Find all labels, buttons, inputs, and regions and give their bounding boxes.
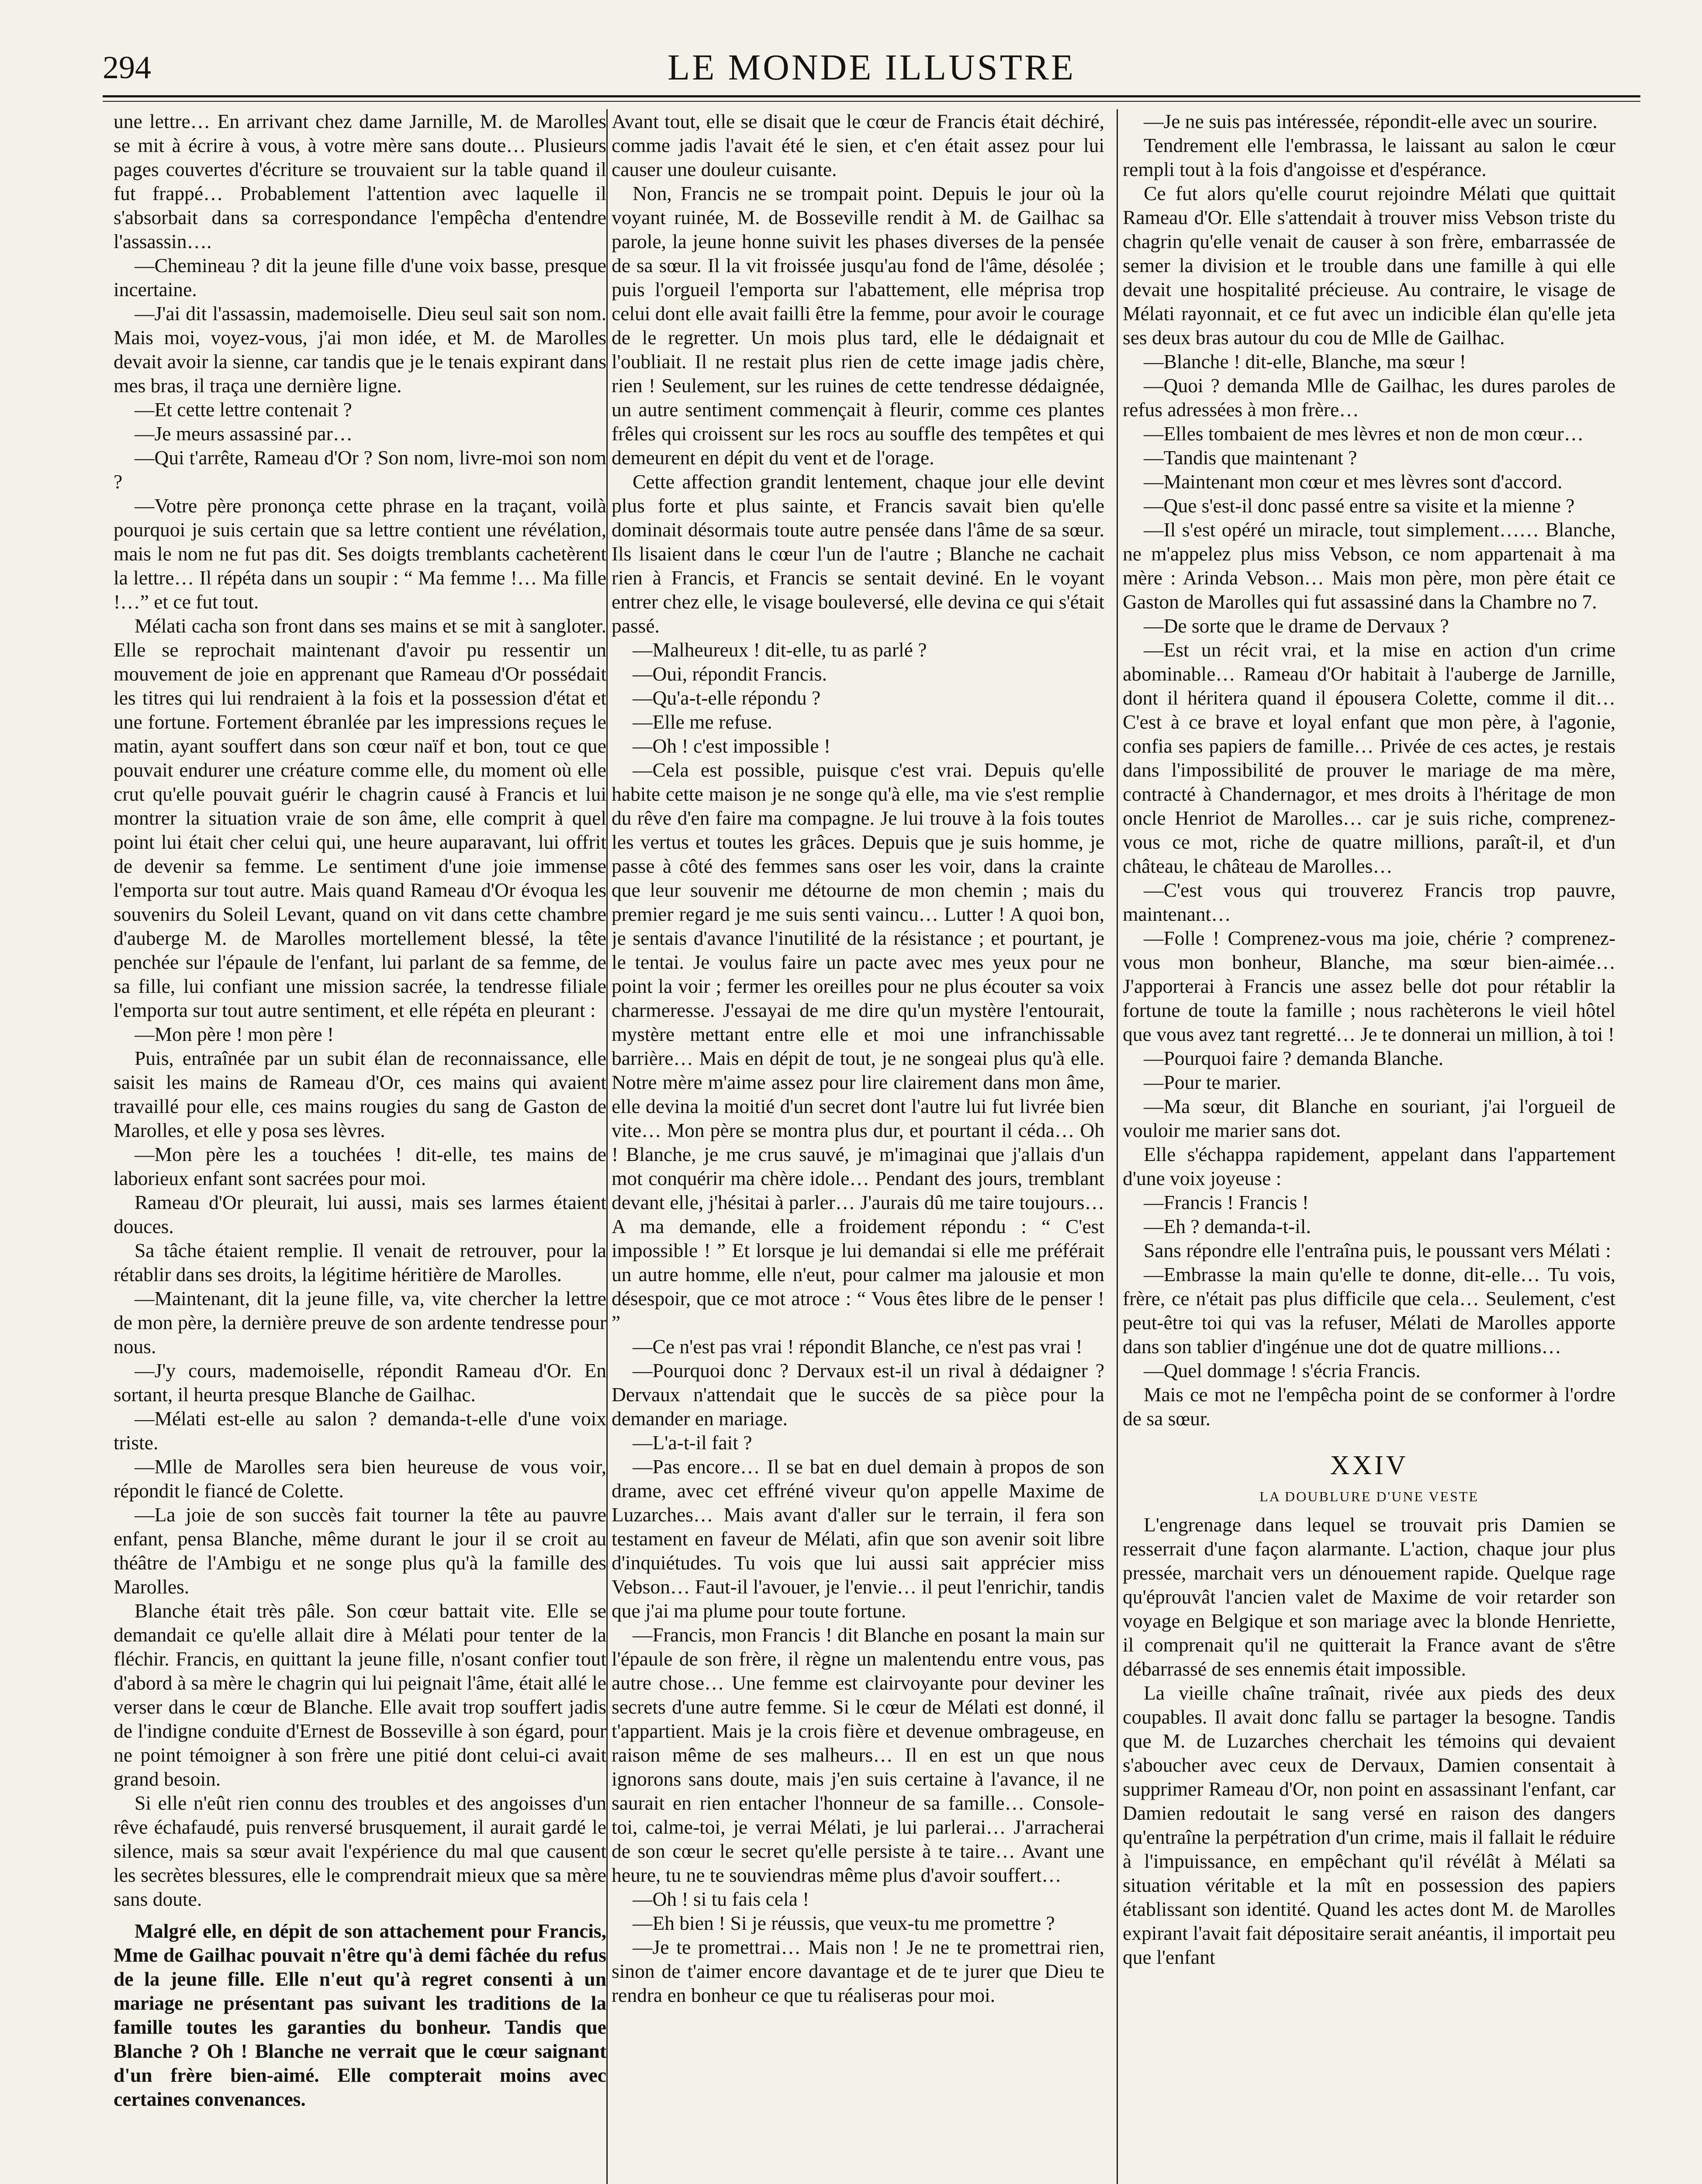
paragraph: —Blanche ! dit-elle, Blanche, ma sœur ! <box>1144 350 1466 373</box>
paragraph: —C'est vous qui trouverez Francis trop pauvre, maintenant… <box>1123 879 1616 925</box>
paragraph: —Mlle de Marolles sera bien heureuse de vous voir, répondit le fiancé de Colette. <box>114 1455 606 1502</box>
paragraph: —Et cette lettre contenait ? <box>135 398 352 421</box>
paragraph: —Elles tombaient de mes lèvres et non de mon cœur… <box>1144 422 1584 445</box>
paragraph: —La joie de son succès fait tourner la tête au pauvre enfant, pensa Blanche, même durant le jour il se croit au théâtre de l'Ambigu et ne songe plus qu'à la famille des Marolles. <box>114 1503 606 1598</box>
paragraph: —Pourquoi faire ? demanda Blanche. <box>1144 1047 1444 1069</box>
paragraph: —Qui t'arrête, Rameau d'Or ? Son nom, livre-moi son nom ? <box>114 446 606 493</box>
paragraph: —Qu'a-t-elle répondu ? <box>633 687 821 709</box>
paragraph: —Ma sœur, dit Blanche en souriant, j'ai l'orgueil de vouloir me marier sans dot. <box>1123 1095 1616 1141</box>
paragraph: —Francis, mon Francis ! dit Blanche en posant la main sur l'épaule de son frère, il règne un malentendu entre vous, pas autre chose… Une femme est clairvoyante pour deviner les secrets d'une autre femme. Si le cœur de Mélati est donné, il t'appartient. Mais je la crois fière et devenue ombrageuse, en raison même de ses malheurs… Il en est un que nous ignorons sans doute, mais j'en suis certaine à l'avance, il ne saurait en rien entacher l'honneur de sa famille… Console-toi, calme-toi, je verrai Mélati, je lui parlerai… J'arracherai de son cœur le secret qu'elle persiste à te taire… Avant une heure, tu ne te souviendras même plus d'avoir souffert… <box>612 1624 1104 1886</box>
paragraph: —Tandis que maintenant ? <box>1144 446 1357 469</box>
paragraph: —Malheureux ! dit-elle, tu as parlé ? <box>633 639 927 661</box>
paragraph: Puis, entraînée par un subit élan de reconnaissance, elle saisit les mains de Rameau d'Or, ces mains qui avaient travaillé pour elle, ces mains rougies du sang de Gaston de Marolles, et elle y posa ses lèvres. <box>114 1047 606 1141</box>
paragraph: —Chemineau ? dit la jeune fille d'une voix basse, presque incertaine. <box>114 254 606 301</box>
paragraph: —Ce n'est pas vrai ! répondit Blanche, ce n'est pas vrai ! <box>633 1335 1083 1358</box>
paragraph: —Je meurs assassiné par… <box>135 422 353 445</box>
paragraph: —L'a-t-il fait ? <box>633 1431 752 1454</box>
paragraph: —Oh ! si tu fais cela ! <box>633 1888 809 1910</box>
paragraph: Si elle n'eût rien connu des troubles et des angoisses d'un rêve échafaudé, puis renversé brusquement, il aurait gardé le silence, mais sa sœur avait l'expérience du mal que causent les secrètes blessures, elle le comprendrait mieux que sa mère sans doute. <box>114 1792 606 1910</box>
column-divider <box>1117 109 1118 2184</box>
paragraph: —Je ne suis pas intéressée, répondit-elle avec un sourire. <box>1144 110 1598 132</box>
paragraph: Avant tout, elle se disait que le cœur de Francis était déchiré, comme jadis l'avait été le sien, et c'en était assez pour lui causer une douleur cuisante. <box>612 110 1104 180</box>
paragraph: Non, Francis ne se trompait point. Depuis le jour où la voyant ruinée, M. de Bosseville rendit à M. de Gailhac sa parole, la jeune honne suivit les phases diverses de la pensée de sa sœur. Il la vit froissée jusqu'au fond de l'âme, désolée ; puis l'orgueil l'emporta sur l'abattement, elle méprisa trop celui dont elle avait failli être la femme, pour avoir le courage de le regretter. Un mois plus tard, elle le dédaignait et l'oubliait. Il ne restait plus rien de cette image jadis chère, rien ! Seulement, sur les ruines de cette tendresse dédaignée, un autre sentiment commençait à fleurir, comme ces plantes frêles qui croissent sur les rocs au souffle des tempêtes et qui demeurent en dépit du vent et de l'orage. <box>612 182 1104 469</box>
paragraph: —Oh ! c'est impossible ! <box>633 735 831 757</box>
paragraph: Rameau d'Or pleurait, lui aussi, mais ses larmes étaient douces. <box>114 1191 606 1237</box>
paragraph: —De sorte que le drame de Dervaux ? <box>1144 615 1449 637</box>
paragraph: —Quel dommage ! s'écria Francis. <box>1144 1359 1421 1382</box>
paragraph: —J'ai dit l'assassin, mademoiselle. Dieu seul sait son nom. Mais moi, voyez-vous, j'ai mon idée, et M. de Marolles devait avoir la sienne, car tandis que je le tenais expirant dans mes bras, il traça une dernière ligne. <box>114 302 606 397</box>
paragraph: —Elle me refuse. <box>633 711 772 733</box>
paragraph: —Maintenant, dit la jeune fille, va, vite chercher la lettre de mon père, la dernière preuve de son ardente tendresse pour nous. <box>114 1287 606 1358</box>
paragraph: —Embrasse la main qu'elle te donne, dit-elle… Tu vois, frère, ce n'était pas plus difficile que cela… Seulement, c'est peut-être toi qui vas la refuser, Mélati de Marolles apporte dans son tablier d'ingénue une dot de quatre millions… <box>1123 1263 1616 1358</box>
column-divider <box>606 109 608 2184</box>
paragraph: —J'y cours, mademoiselle, répondit Rameau d'Or. En sortant, il heurta presque Blanche de Gailhac. <box>114 1359 606 1406</box>
text-column-2 <box>612 109 1104 2184</box>
paragraph: Elle s'échappa rapidement, appelant dans l'appartement d'une voix joyeuse : <box>1123 1143 1616 1189</box>
paragraph: —Je te promettrai… Mais non ! Je ne te promettrai rien, sinon de t'aimer encore davantage et de te jurer que Dieu te rendra en bonheur ce que tu réaliseras pour moi. <box>612 1936 1104 2006</box>
paragraph: —Mélati est-elle au salon ? demanda-t-elle d'une voix triste. <box>114 1407 606 1454</box>
paragraph: —Cela est possible, puisque c'est vrai. Depuis qu'elle habite cette maison je ne songe qu'à elle, ma vie s'est remplie du rêve d'en faire ma compagne. Je lui trouve à la fois toutes les vertus et toutes les grâces. Depuis que je suis homme, je passe à côté des femmes sans oser les voir, dans la crainte que leur souvenir me détourne de mon chemin ; mais du premier regard je me suis senti vaincu… Lutter ! A quoi bon, je sentais d'avance l'inutilité de la résistance ; et pourtant, je le tentai. Je voulus faire un pacte avec mes yeux pour ne point la voir ; fermer les oreilles pour ne plus écouter sa voix charmeresse. J'essayai de me dire qu'un mystère l'entourait, mystère mettant entre elle et moi une infranchissable barrière… Mais en dépit de tout, je ne songeai plus qu'à elle. Notre mère m'aime assez pour lire clairement dans mon âme, elle devina la moitié d'un secret dont l'autre lui fut livrée bien vite… Mon père se montra plus dur, et pourtant il céda… Oh ! Blanche, je me crus sauvé, je m'imaginai que j'allais d'un mot conquérir ma chère idole… Pendant des jours, tremblant devant elle, j'hésitai à parler… J'aurais dû me taire toujours… A ma demande, elle a froidement répondu : “ C'est impossible ! ” Et lorsque je lui demandai si elle me préférait un autre homme, elle n'eut, pour calmer ma jalousie et mon désespoir, que ce mot atroce : “ Vous êtes libre de le penser ! ” <box>612 759 1104 1334</box>
paragraph: —Est un récit vrai, et la mise en action d'un crime abominable… Rameau d'Or habitait à l'auberge de Jarnille, dont il héritera quand il épousera Colette, comme il dit… C'est à ce brave et loyal enfant que mon père, à l'agonie, confia ses papiers de famille… Privée de ces actes, je restais dans l'impossibilité de prouver le mariage de ma mère, contracté à Chandernagor, et mes droits à l'héritage de mon oncle Henriot de Marolles… car je suis riche, comprenez-vous ce mot, riche de quatre millions, paraît-il, et d'un château, le château de Marolles… <box>1123 639 1616 877</box>
paragraph: Malgré elle, en dépit de son attachement pour Francis, Mme de Gailhac pouvait n'être qu'à demi fâchée du refus de la jeune fille. Elle n'eut qu'à regret consenti à un mariage ne présentant pas suivant les traditions de la famille toutes les garanties du bonheur. Tandis que Blanche ? Oh ! Blanche ne verrait que le cœur saignant d'un frère bien-aimé. Elle compterait moins avec certaines convenances. <box>114 1920 606 2110</box>
paragraph: Sans répondre elle l'entraîna puis, le poussant vers Mélati : <box>1144 1239 1611 1261</box>
chapter-title: LA DOUBLURE D'UNE VESTE <box>1259 1489 1479 1504</box>
chapter-number: XXIV <box>1330 1451 1408 1480</box>
journal-title: LE MONDE ILLUSTRE <box>667 47 1076 88</box>
paragraph: —Que s'est-il donc passé entre sa visite et la mienne ? <box>1144 494 1575 517</box>
paragraph: Tendrement elle l'embrassa, le laissant au salon le cœur rempli tout à la fois d'angoisse et d'espérance. <box>1123 134 1616 180</box>
header-rule-thick <box>103 95 1640 97</box>
paragraph: Cette affection grandit lentement, chaque jour elle devint plus forte et plus sainte, et Francis savait bien qu'elle dominait désormais toute autre pensée dans l'âme de sa sœur. Ils lisaient dans le cœur l'un de l'autre ; Blanche ne cachait rien à Francis, et Francis se sentait deviné. En le voyant entrer chez elle, le visage bouleversé, elle devina ce qui s'était passé. <box>612 470 1104 637</box>
paragraph: —Oui, répondit Francis. <box>633 663 827 685</box>
paragraph: —Francis ! Francis ! <box>1144 1191 1309 1213</box>
text-column-1 <box>114 109 606 2184</box>
paragraph: L'engrenage dans lequel se trouvait pris Damien se resserrait d'une façon alarmante. L'action, chaque jour plus pressée, marchait vers un dénouement rapide. Quelque rage qu'éprouvât l'ancien valet de Maxime de voir retarder son voyage en Belgique et son mariage avec la blonde Henriette, il comprenait qu'il ne quitterait la France avant de s'être débarrassé de ses ennemis était impossible. <box>1123 1514 1616 1680</box>
paragraph: Ce fut alors qu'elle courut rejoindre Mélati que quittait Rameau d'Or. Elle s'attendait à trouver miss Vebson triste du chagrin qu'elle venait de causer à son frère, embarrassée de semer la division et le trouble dans une famille à qui elle devait une hospitalité précieuse. Au contraire, le visage de Mélati rayonnait, et ce fut avec un indicible élan qu'elle jeta ses deux bras autour du cou de Mlle de Gailhac. <box>1123 182 1616 349</box>
page-header <box>103 44 1640 92</box>
paragraph: —Maintenant mon cœur et mes lèvres sont d'accord. <box>1144 470 1563 493</box>
paragraph: une lettre… En arrivant chez dame Jarnille, M. de Marolles se mit à écrire à vous, à votre mère sans doute… Plusieurs pages couvertes d'écriture se trouvaient sur la table quand il fut frappé… Probablement l'attention avec laquelle il s'absorbait dans sa correspondance l'empêcha d'entendre l'assassin…. <box>114 110 606 252</box>
paragraph: —Folle ! Comprenez-vous ma joie, chérie ? comprenez-vous mon bonheur, Blanche, ma sœur bien-aimée… J'apporterai à Francis une assez belle dot pour rétablir la fortune de toute la famille ; nous rachèterons le vieil hôtel que vous avez tant regretté… Je te donnerai un million, à toi ! <box>1123 927 1616 1045</box>
paragraph: —Mon père ! mon père ! <box>135 1023 334 1045</box>
paragraph: —Pourquoi donc ? Dervaux est-il un rival à dédaigner ? Dervaux n'attendait que le succès de sa pièce pour la demander en mariage. <box>612 1359 1104 1430</box>
paragraph: Mais ce mot ne l'empêcha point de se conformer à l'ordre de sa sœur. <box>1123 1383 1616 1430</box>
paragraph: —Eh ? demanda-t-il. <box>1144 1215 1311 1237</box>
paragraph: —Il s'est opéré un miracle, tout simplement…… Blanche, ne m'appelez plus miss Vebson, ce nom appartenait à ma mère : Arinda Vebson… Mais mon père, mon père était ce Gaston de Marolles qui fut assassiné dans la Chambre no 7. <box>1123 518 1616 613</box>
page-number: 294 <box>103 50 151 86</box>
paragraph: —Eh bien ! Si je réussis, que veux-tu me promettre ? <box>633 1912 1055 1934</box>
paragraph: —Votre père prononça cette phrase en la traçant, voilà pourquoi je suis certain que sa lettre contient une révélation, mais le nom ne fut pas dit. Ses doigts tremblants cachetèrent la lettre… Il répéta dans un soupir : “ Ma femme !… Ma fille !…” et ce fut tout. <box>114 494 606 613</box>
header-rule-thin <box>103 101 1640 102</box>
paragraph: —Mon père les a touchées ! dit-elle, tes mains de laborieux enfant sont sacrées pour moi. <box>114 1143 606 1189</box>
paragraph: Mélati cacha son front dans ses mains et se mit à sangloter. Elle se reprochait maintenant d'avoir pu ressentir un mouvement de joie en apprenant que Rameau d'Or possédait les titres qui lui rendraient à la fois et la possession d'état et une fortune. Fortement ébranlée par les impressions reçues le matin, ayant souffert dans son cœur naïf et bon, tout ce que pouvait endurer une créature comme elle, du moment où elle crut qu'elle pouvait guérir le chagrin causé à Francis et lui montrer la situation vraie de son âme, elle comprit à quel point lui était cher celui qui, une heure auparavant, lui offrit de devenir sa femme. Le sentiment d'une joie immense l'emporta sur tout autre. Mais quand Rameau d'Or évoqua les souvenirs du Soleil Levant, quand on vit dans cette chambre d'auberge M. de Marolles mortellement blessé, la tête penchée sur l'épaule de l'enfant, lui parlant de sa femme, de sa fille, lui confiant une mission sacrée, la tendresse filiale l'emporta sur tout autre sentiment, et elle répéta en pleurant : <box>114 615 606 1021</box>
paragraph: —Pour te marier. <box>1144 1071 1281 1093</box>
paragraph: —Quoi ? demanda Mlle de Gailhac, les dures paroles de refus adressées à mon frère… <box>1123 374 1616 421</box>
paragraph: Sa tâche étaient remplie. Il venait de retrouver, pour la rétablir dans ses droits, la légitime héritière de Marolles. <box>114 1239 606 1286</box>
text-column-3 <box>1123 109 1616 2184</box>
paragraph: —Pas encore… Il se bat en duel demain à propos de son drame, avec cet effréné viveur qu'on appelle Maxime de Luzarches… Mais avant d'aller sur le terrain, il fera son testament en faveur de Mélati, afin que son avenir soit libre d'inquiétudes. Tu vois que lui aussi sait apprécier miss Vebson… Faut-il l'avouer, je l'envie… il peut l'enrichir, tandis que j'ai ma plume pour toute fortune. <box>612 1455 1104 1622</box>
paragraph: La vieille chaîne traînait, rivée aux pieds des deux coupables. Il avait donc fallu se partager la besogne. Tandis que M. de Luzarches cherchait les témoins qui devaient s'aboucher avec ceux de Dervaux, Damien consentait à supprimer Rameau d'Or, non point en assassinant l'enfant, car Damien redoutait le sang versé en raison des dangers qu'entraîne la perpétration d'un crime, mais il fallait le réduire à l'impuissance, en empêchant qu'il révélât à Mélati sa situation véritable et la mît en possession des papiers établissant son identité. Quand les actes dont M. de Marolles expirant l'avait fait dépositaire serait anéantis, il importait peu que l'enfant <box>1123 1682 1616 1968</box>
paragraph: Blanche était très pâle. Son cœur battait vite. Elle se demandait ce qu'elle allait dire à Mélati pour tenter de la fléchir. Francis, en quittant la jeune fille, n'osant confier tout d'abord à sa mère le chagrin qui lui peignait l'âme, était allé le verser dans le cœur de Blanche. Elle avait trop souffert jadis de l'indigne conduite d'Ernest de Bosseville à son égard, pour ne point témoigner à son frère une pitié dont celui-ci avait grand besoin. <box>114 1600 606 1790</box>
